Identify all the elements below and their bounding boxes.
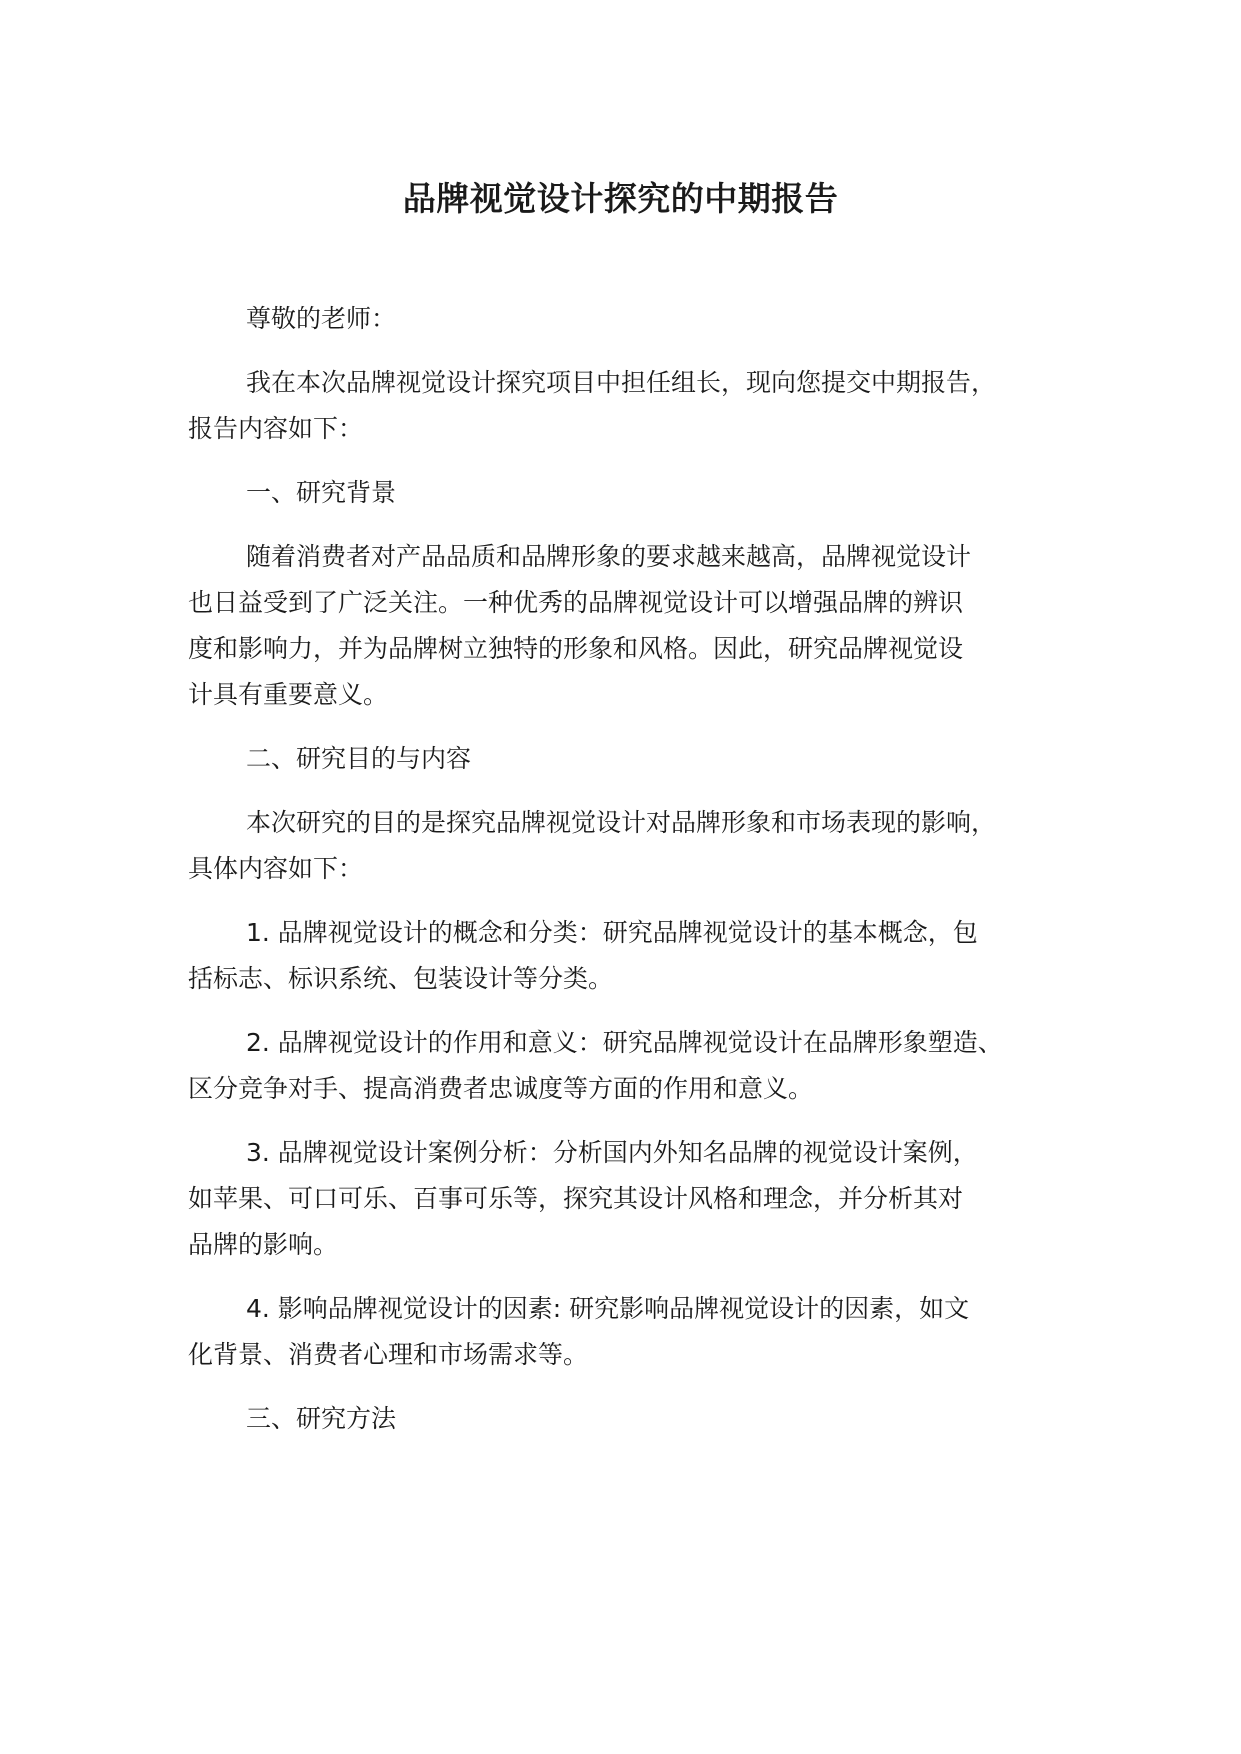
section-heading-method: 三、研究方法	[246, 1404, 397, 1433]
salutation: 尊敬的老师：	[246, 304, 397, 333]
section-body-purpose: 本次研究的目的是探究品牌视觉设计对品牌形象和市场表现的影响， 具体内容如下：	[188, 808, 997, 883]
list-item: 1. 品牌视觉设计的概念和分类：研究品牌视觉设计的基本概念，包 括标志、标识系统、包装设计等分类。	[188, 918, 978, 993]
section-heading-background: 一、研究背景	[246, 478, 397, 507]
document-body	[188, 296, 1080, 1460]
section-heading-purpose: 二、研究目的与内容	[246, 744, 472, 773]
intro-paragraph: 我在本次品牌视觉设计探究项目中担任组长，现向您提交中期报告， 报告内容如下：	[188, 368, 997, 443]
section-body-background: 随着消费者对产品品质和品牌形象的要求越来越高，品牌视觉设计 也日益受到了广泛关注。一种优秀的品牌视觉设计可以增强品牌的辨识 度和影响力，并为品牌树立独特的形象和风格。因此，研究品牌视觉设 计具有重要意义。	[188, 542, 972, 709]
list-item: 4. 影响品牌视觉设计的因素: 研究影响品牌视觉设计的因素，如文 化背景、消费者心理和市场需求等。	[188, 1294, 970, 1369]
list-item: 3. 品牌视觉设计案例分析：分析国内外知名品牌的视觉设计案例， 如苹果、可口可乐、百事可乐等，探究其设计风格和理念，并分析其对 品牌的影响。	[188, 1138, 978, 1259]
list-item: 2. 品牌视觉设计的作用和意义：研究品牌视觉设计在品牌形象塑造、 区分竞争对手、提高消费者忠诚度等方面的作用和意义。	[188, 1028, 1003, 1103]
document-title: 品牌视觉设计探究的中期报告	[402, 179, 839, 218]
